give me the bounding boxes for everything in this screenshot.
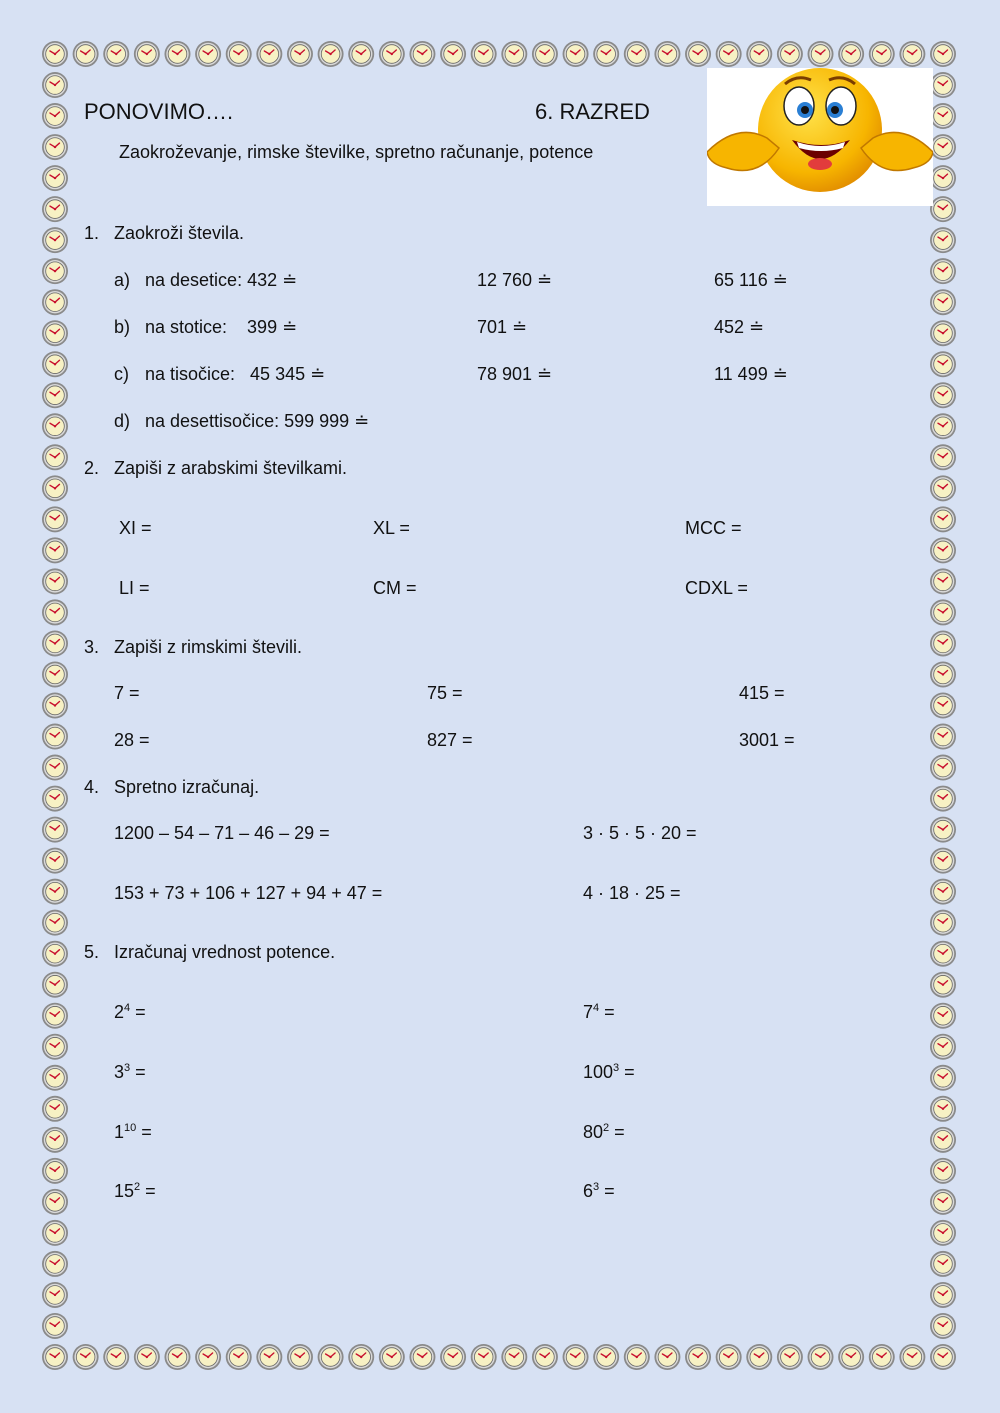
clock-icon (42, 537, 68, 563)
clock-icon (930, 879, 956, 905)
clock-icon (256, 41, 282, 67)
clock-icon (930, 320, 956, 346)
power-item: $6^3$ = (583, 1181, 615, 1201)
clock-icon (195, 1344, 221, 1370)
clock-icon (930, 1251, 956, 1277)
clock-icon (930, 786, 956, 812)
clock-icon (42, 630, 68, 656)
task-1-b-col2: 701 ≐ (477, 317, 528, 337)
clock-icon (593, 1344, 619, 1370)
page-title: PONOVIMO…. (84, 99, 234, 124)
clock-icon (42, 134, 68, 160)
task-1-c-letter: c) (114, 364, 129, 384)
clock-icon (195, 41, 221, 67)
power-item: $2^4$ = (114, 1002, 146, 1022)
clock-icon (42, 382, 68, 408)
task-1-b-label: na stotice: 399 ≐ (145, 317, 298, 337)
clock-icon (42, 879, 68, 905)
task-3-item: 7 = (114, 683, 140, 703)
clock-icon (532, 1344, 558, 1370)
clock-icon (930, 848, 956, 874)
clock-icon (930, 972, 956, 998)
clock-icon (42, 72, 68, 98)
clock-icon (42, 1065, 68, 1091)
clock-icon (42, 910, 68, 936)
clock-icon (348, 41, 374, 67)
clock-icon (501, 1344, 527, 1370)
clock-icon (654, 41, 680, 67)
clock-icon (42, 848, 68, 874)
clock-icon (930, 289, 956, 315)
grade-label: 6. RAZRED (535, 99, 650, 124)
clock-icon (42, 941, 68, 967)
clock-icon (42, 1096, 68, 1122)
clock-icon (42, 320, 68, 346)
clock-icon (563, 1344, 589, 1370)
clock-icon (716, 41, 742, 67)
clock-icon (930, 103, 956, 129)
clock-icon (777, 1344, 803, 1370)
clock-icon (930, 817, 956, 843)
clock-icon (930, 165, 956, 191)
clock-icon (808, 41, 834, 67)
task-1-c-col2: 78 901 ≐ (477, 364, 553, 384)
clock-icon (899, 41, 925, 67)
clock-icon (930, 1065, 956, 1091)
clock-icon (716, 1344, 742, 1370)
clock-icon (593, 41, 619, 67)
clock-icon (42, 972, 68, 998)
task-1-a-letter: a) (114, 270, 131, 290)
clock-icon (42, 41, 68, 67)
clock-icon (42, 724, 68, 750)
clock-icon (930, 444, 956, 470)
task-1-c-col3: 11 499 ≐ (714, 364, 788, 384)
clock-icon (930, 1344, 956, 1370)
clock-icon (287, 41, 313, 67)
clock-icon (134, 1344, 160, 1370)
task-3-item: 3001 = (739, 730, 795, 750)
clock-icon (134, 41, 160, 67)
task-3-title: Zapiši z rimskimi števili. (114, 637, 303, 657)
clock-icon (42, 351, 68, 377)
clock-icon (746, 1344, 772, 1370)
task-1-a-col2: 12 760 ≐ (477, 270, 553, 290)
clock-icon (930, 258, 956, 284)
clock-icon (287, 1344, 313, 1370)
clock-icon (930, 693, 956, 719)
clock-icon (42, 693, 68, 719)
task-4-item: 4 · 18 · 25 = (583, 883, 681, 903)
task-1-a-label: na desetice: 432 ≐ (145, 270, 298, 290)
clock-icon (42, 1251, 68, 1277)
clock-icon (42, 506, 68, 532)
task-1-d-letter: d) (114, 411, 131, 431)
clock-icon (42, 475, 68, 501)
clock-icon (930, 568, 956, 594)
task-1-number: 1. (84, 223, 100, 243)
clock-icon (930, 1096, 956, 1122)
clock-icon (838, 1344, 864, 1370)
clock-icon (930, 1282, 956, 1308)
clock-icon (930, 755, 956, 781)
task-2-number: 2. (84, 458, 100, 478)
clock-icon (930, 1313, 956, 1339)
subtitle: Zaokroževanje, rimske številke, spretno računanje, potence (119, 142, 594, 162)
clock-icon (930, 227, 956, 253)
task-2-item: CDXL = (685, 578, 748, 598)
clock-icon (42, 817, 68, 843)
power-item: $15^2$ = (114, 1181, 156, 1201)
clock-icon (532, 41, 558, 67)
clock-icon (563, 41, 589, 67)
clock-icon (869, 41, 895, 67)
task-4-title: Spretno izračunaj. (114, 777, 260, 797)
clock-icon (73, 41, 99, 67)
clock-icon (440, 41, 466, 67)
clock-icon (930, 1220, 956, 1246)
clock-icon (42, 599, 68, 625)
clock-icon (899, 1344, 925, 1370)
task-2-item: MCC = (685, 518, 742, 538)
clock-icon (103, 1344, 129, 1370)
clock-icon (42, 444, 68, 470)
clock-icon (930, 941, 956, 967)
clock-icon (42, 568, 68, 594)
task-1-a-col3: 65 116 ≐ (714, 270, 788, 290)
task-4-number: 4. (84, 777, 100, 797)
clock-icon (624, 1344, 650, 1370)
clock-icon (624, 41, 650, 67)
clock-icon (930, 351, 956, 377)
clock-icon (42, 1158, 68, 1184)
clock-icon (930, 413, 956, 439)
clock-icon (42, 196, 68, 222)
clock-icon (930, 537, 956, 563)
clock-icon (42, 661, 68, 687)
clock-icon (42, 1127, 68, 1153)
clock-icon (379, 1344, 405, 1370)
clock-icon (226, 1344, 252, 1370)
clock-icon (348, 1344, 374, 1370)
task-4-item: 153 + 73 + 106 + 127 + 94 + 47 = (114, 883, 383, 903)
task-3-item: 75 = (427, 683, 463, 703)
clock-icon (930, 661, 956, 687)
task-2-title: Zapiši z arabskimi številkami. (114, 458, 348, 478)
clock-icon (869, 1344, 895, 1370)
clock-icon (746, 41, 772, 67)
clock-icon (930, 72, 956, 98)
clock-icon (777, 41, 803, 67)
clock-icon (930, 910, 956, 936)
clock-icon (930, 1127, 956, 1153)
clock-icon (471, 1344, 497, 1370)
clock-icon (318, 1344, 344, 1370)
task-2-item: XI = (119, 518, 152, 538)
clock-icon (42, 413, 68, 439)
clock-icon (42, 1220, 68, 1246)
clock-icon (409, 1344, 435, 1370)
clock-icon (42, 103, 68, 129)
clock-icon (930, 134, 956, 160)
clock-icon (164, 41, 190, 67)
clock-icon (808, 1344, 834, 1370)
task-2-item: XL = (373, 518, 410, 538)
power-item: $7^4$ = (583, 1002, 615, 1022)
clock-icon (42, 165, 68, 191)
clock-icon (103, 41, 129, 67)
clock-icon (654, 1344, 680, 1370)
clock-icon (930, 196, 956, 222)
clock-icon (440, 1344, 466, 1370)
clock-icon (838, 41, 864, 67)
smiley-icon (707, 68, 933, 206)
task-2-item: LI = (119, 578, 150, 598)
clock-icon (256, 1344, 282, 1370)
clock-icon (42, 289, 68, 315)
clock-icon (379, 41, 405, 67)
clock-icon (930, 41, 956, 67)
clock-icon (42, 258, 68, 284)
clock-icon (685, 1344, 711, 1370)
clock-icon (42, 1313, 68, 1339)
clock-icon (318, 41, 344, 67)
clock-icon (42, 227, 68, 253)
task-1-d-label: na desettisočice: 599 999 ≐ (145, 411, 370, 431)
clock-icon (42, 755, 68, 781)
task-3-item: 415 = (739, 683, 785, 703)
task-1-c-label: na tisočice: 45 345 ≐ (145, 364, 326, 384)
task-4-item: 1200 – 54 – 71 – 46 – 29 = (114, 823, 330, 843)
clock-icon (930, 1034, 956, 1060)
clock-icon (930, 475, 956, 501)
power-item: $1^{10}$ = (114, 1122, 152, 1142)
task-1-b-letter: b) (114, 317, 131, 337)
power-item: $80^2$ = (583, 1122, 625, 1142)
clock-icon (226, 41, 252, 67)
clock-icon (930, 1189, 956, 1215)
clock-icon (42, 1282, 68, 1308)
task-3-item: 28 = (114, 730, 150, 750)
clock-icon (930, 724, 956, 750)
clock-icon (930, 630, 956, 656)
clock-icon (930, 1003, 956, 1029)
clock-icon (42, 1189, 68, 1215)
clock-icon (73, 1344, 99, 1370)
clock-icon (42, 786, 68, 812)
task-3-item: 827 = (427, 730, 473, 750)
task-5-title: Izračunaj vrednost potence. (114, 942, 336, 962)
clock-icon (930, 599, 956, 625)
clock-icon (501, 41, 527, 67)
clock-icon (42, 1003, 68, 1029)
clock-icon (42, 1344, 68, 1370)
clock-icon (685, 41, 711, 67)
task-1-b-col3: 452 ≐ (714, 317, 765, 337)
clock-icon (409, 41, 435, 67)
task-5-number: 5. (84, 942, 100, 962)
power-item: $100^3$ = (583, 1062, 635, 1082)
clock-icon (471, 41, 497, 67)
task-2-item: CM = (373, 578, 417, 598)
power-item: $3^3$ = (114, 1062, 146, 1082)
clock-icon (930, 382, 956, 408)
clock-icon (930, 1158, 956, 1184)
clock-icon (930, 506, 956, 532)
clock-icon (164, 1344, 190, 1370)
task-1-title: Zaokroži števila. (114, 223, 245, 243)
task-3-number: 3. (84, 637, 100, 657)
clock-icon (42, 1034, 68, 1060)
task-4-item: 3 · 5 · 5 · 20 = (583, 823, 697, 843)
